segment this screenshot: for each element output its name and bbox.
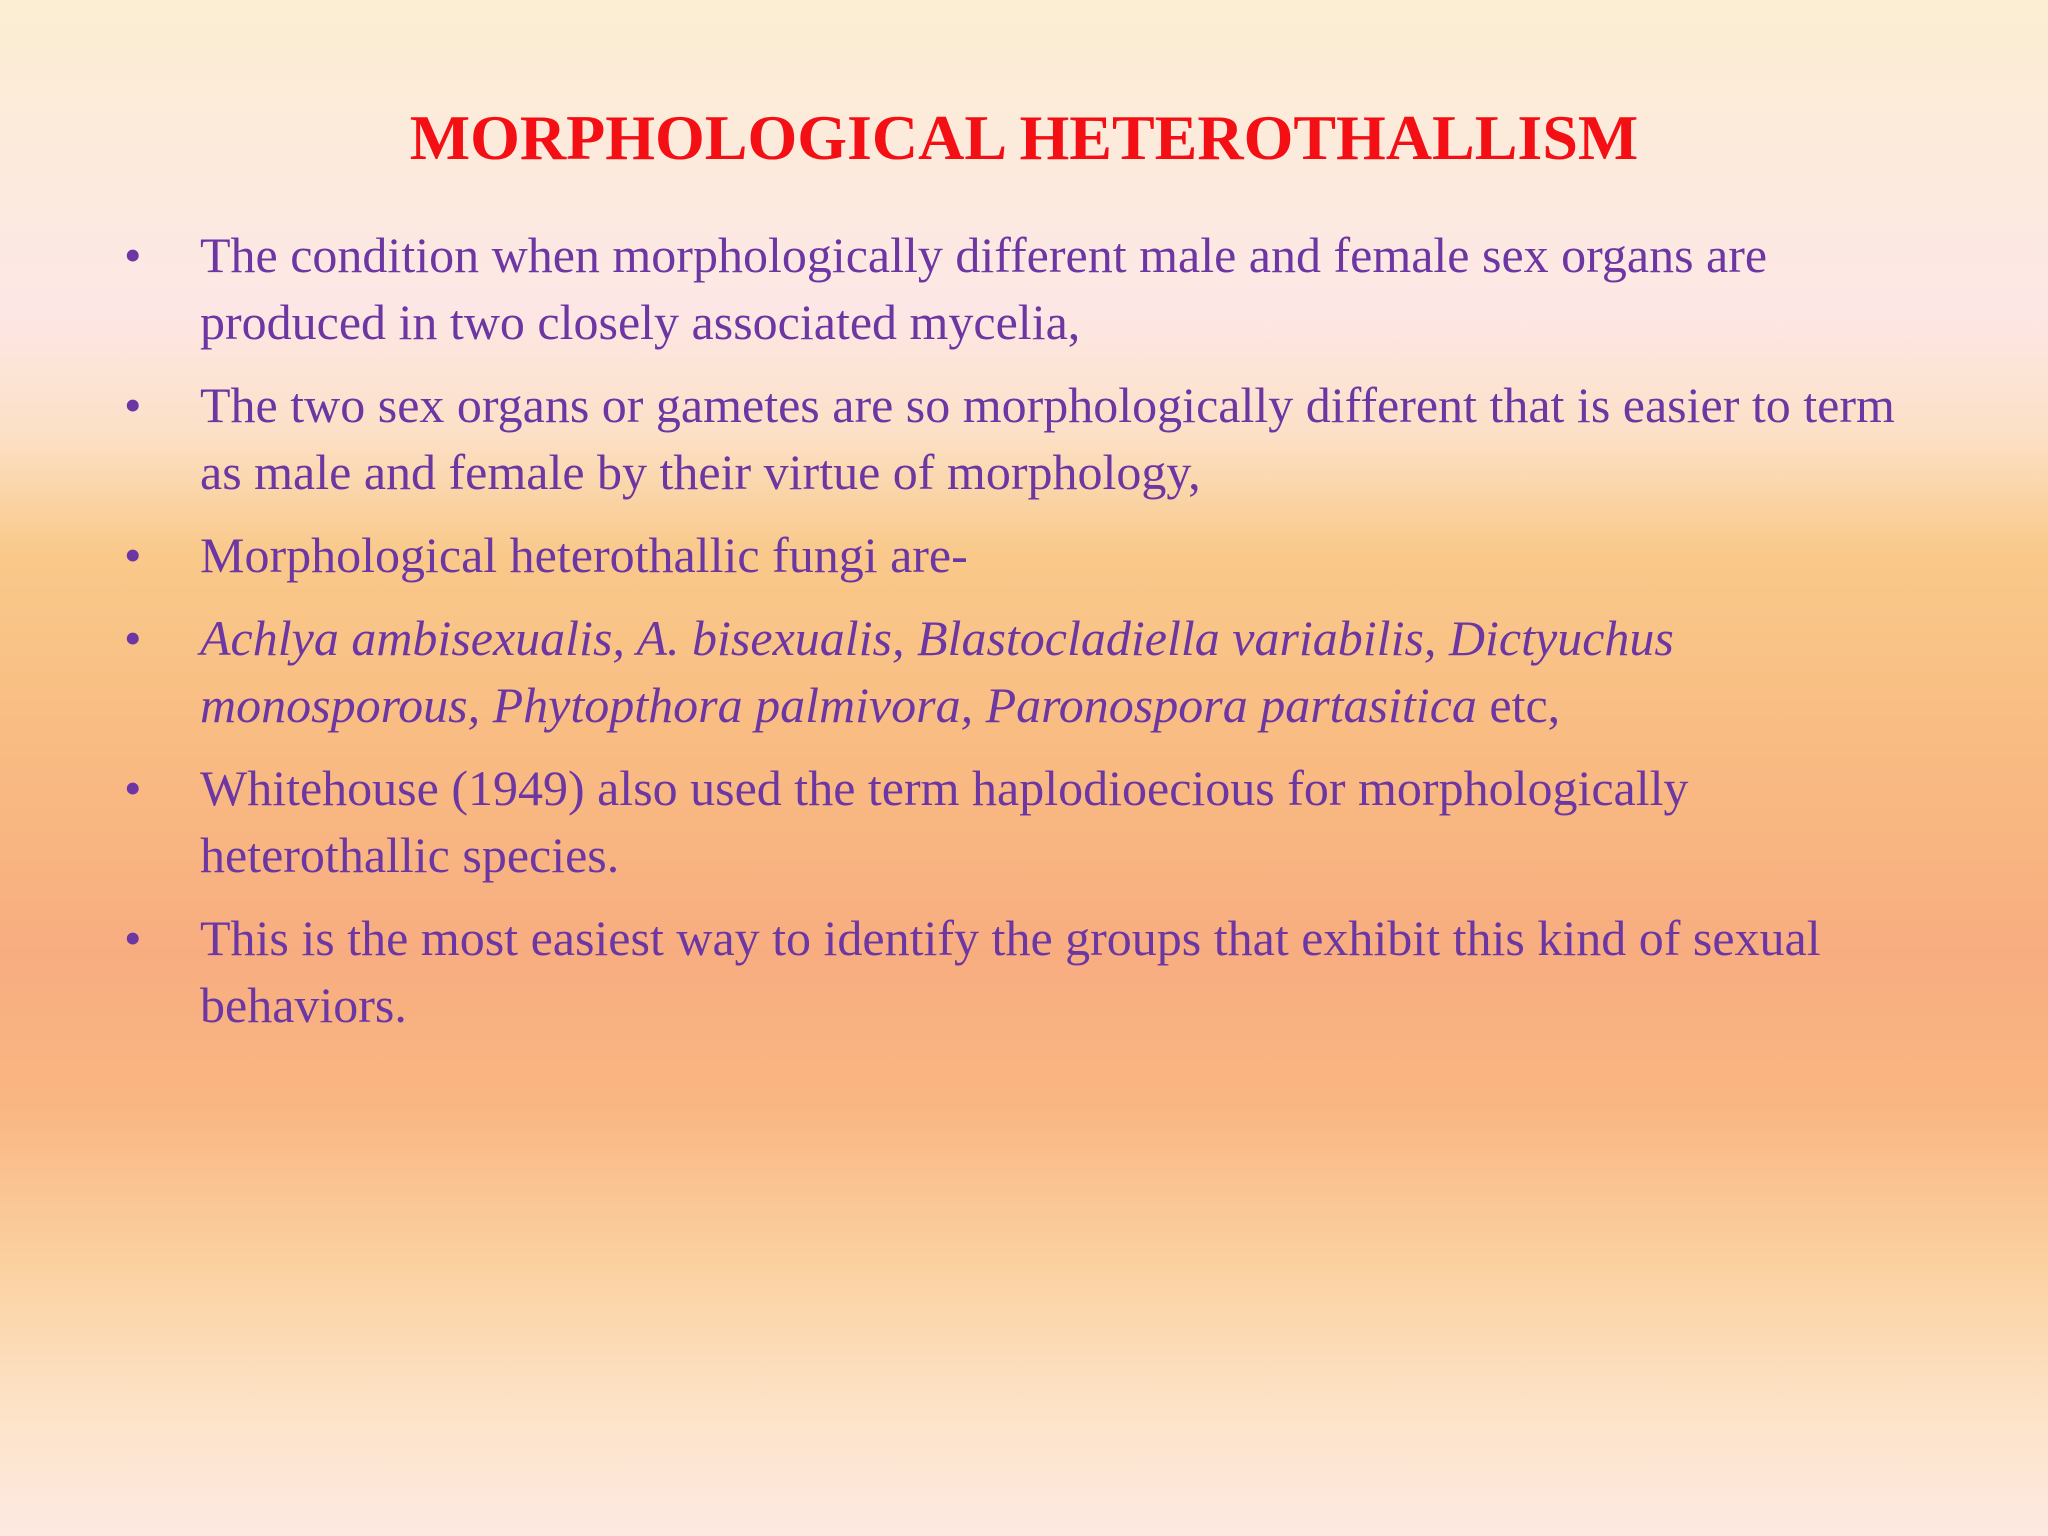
bullet-text: This is the most easiest way to identify the groups that exhibit this kind of sexual behaviors. <box>200 910 1821 1033</box>
bullet-dot: • <box>124 527 142 583</box>
bullet-item <box>120 222 1920 356</box>
bullet-dot: • <box>124 227 142 283</box>
bullet-item <box>120 905 1920 1039</box>
bullet-dot: • <box>124 377 142 433</box>
bullet-text: The two sex organs or gametes are so morphologically different that is easier to term as male and female by their virtue of morphology, <box>200 377 1895 500</box>
species-list-suffix: etc, <box>1476 677 1561 733</box>
species-list-text: Achlya ambisexualis, A. bisexualis, Blastocladiella variabilis, Dictyuchus monosporous, Phytopthora palmivora, Paronospora partasitica <box>200 610 1674 733</box>
bullet-list <box>120 222 1920 1055</box>
bullet-text: Whitehouse (1949) also used the term haplodioecious for morphologically heterothallic species. <box>200 760 1689 883</box>
bullet-item <box>120 755 1920 889</box>
bullet-item <box>120 605 1920 739</box>
bullet-item <box>120 372 1920 506</box>
bullet-dot: • <box>124 610 142 666</box>
bullet-dot: • <box>124 760 142 816</box>
slide-title: MORPHOLOGICAL HETEROTHALLISM <box>409 102 1639 173</box>
bullet-item <box>120 522 1920 589</box>
bullet-text: Morphological heterothallic fungi are- <box>200 527 968 583</box>
bullet-text: The condition when morphologically different male and female sex organs are produced in two closely associated mycelia, <box>200 227 1768 350</box>
bullet-dot: • <box>124 910 142 966</box>
